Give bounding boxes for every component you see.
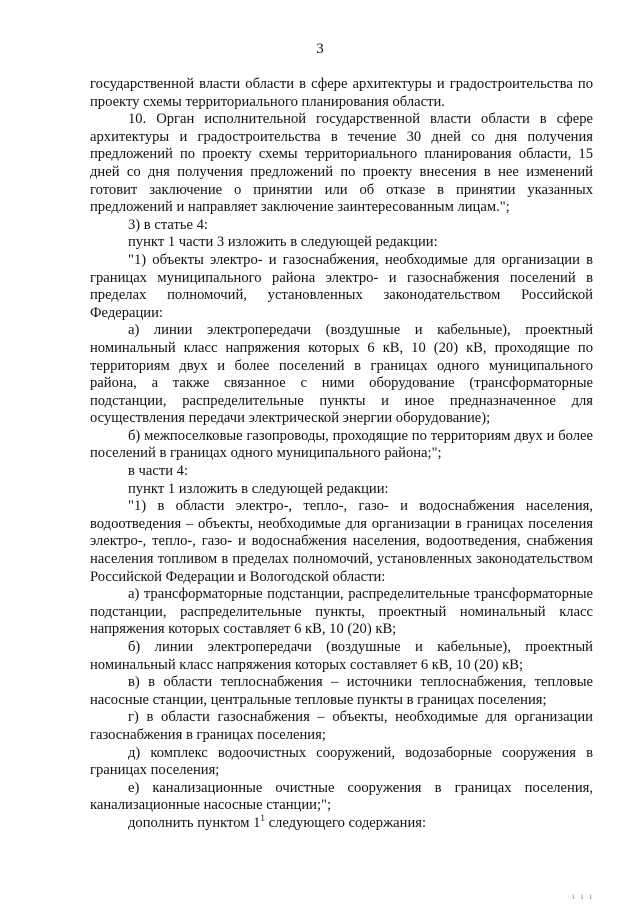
paragraph: б) межпоселковые газопроводы, проходящие по территориям двух и более поселений в границах одного муниципального района;"; [90, 427, 593, 462]
footer-mark: ı ı ı [572, 891, 595, 901]
paragraph: "1) объекты электро- и газоснабжения, необходимые для организации в границах муниципального района электро- и газоснабжения поселений в пределах полномочий, установленных законодательством Российской Федерации: [90, 251, 593, 321]
paragraph: в части 4: [128, 463, 189, 480]
superscript: 1 [260, 812, 265, 823]
paragraph: 3) в статье 4: [128, 216, 208, 233]
paragraph-last [90, 812, 593, 833]
paragraph: "1) в области электро-, тепло-, газо- и водоснабжения населения, водоотведения – объекты, необходимые для организации в границах поселения электро-, тепло-, газо- и водоснабжения населения, водоотведения, снабжения населения топливом в пределах полномочий, установленных законодательством Российской Федерации и Вологодской области: [90, 498, 593, 585]
paragraph: а) трансформаторные подстанции, распределительные трансформаторные подстанции, распределительные пункты, проектный номинальный класс напряжения которых составляет 6 кВ, 10 (20) кВ; [90, 586, 593, 638]
paragraph: в) в области теплоснабжения – источники теплоснабжения, тепловые насосные станции, центральные тепловые пункты в границах поселения; [90, 674, 593, 708]
paragraph: пункт 1 изложить в следующей редакции: [128, 480, 389, 497]
paragraph: государственной власти области в сфере архитектуры и градостроительства по проекту схемы территориального планирования области. [90, 76, 593, 110]
paragraph: а) линии электропередачи (воздушные и кабельные), проектный номинальный класс напряжения которых 6 кВ, 10 (20) кВ, проходящие по территориям двух и более поселений в границах одного муниципального района, а также связанное с ними оборудование (трансформаторные подстанции, распределительные пункты и иное предназначенное для осуществления передачи электрической энергии оборудование); [90, 322, 593, 427]
paragraph: 10. Орган исполнительной государственной власти области в сфере архитектуры и градостроительства в течение 30 дней со дня получения предложений по проекту схемы территориального планирования области, 15 дней со дня получения предложений по проекту внесения в нее изменений готовит заключение о принятии или об отказе в принятии указанных предложений и направляет заключение заинтересованным лицам."; [90, 111, 593, 216]
last-line-text: дополнить пунктом 1 [128, 814, 261, 831]
page-number: 3 [316, 41, 324, 57]
paragraph: д) комплекс водоочистных сооружений, водозаборные сооружения в границах поселения; [90, 744, 593, 779]
paragraph: пункт 1 части 3 изложить в следующей редакции: [128, 234, 438, 251]
last-line-text-end: следующего содержания: [264, 814, 427, 831]
document-body [90, 76, 593, 833]
paragraph: е) канализационные очистные сооружения в границах поселения, канализационные насосные станции;"; [90, 779, 593, 814]
paragraph: г) в области газоснабжения – объекты, необходимые для организации газоснабжения в границах поселения; [90, 709, 593, 743]
paragraph: б) линии электропередачи (воздушные и кабельные), проектный номинальный класс напряжения которых составляет 6 кВ, 10 (20) кВ; [90, 639, 593, 673]
